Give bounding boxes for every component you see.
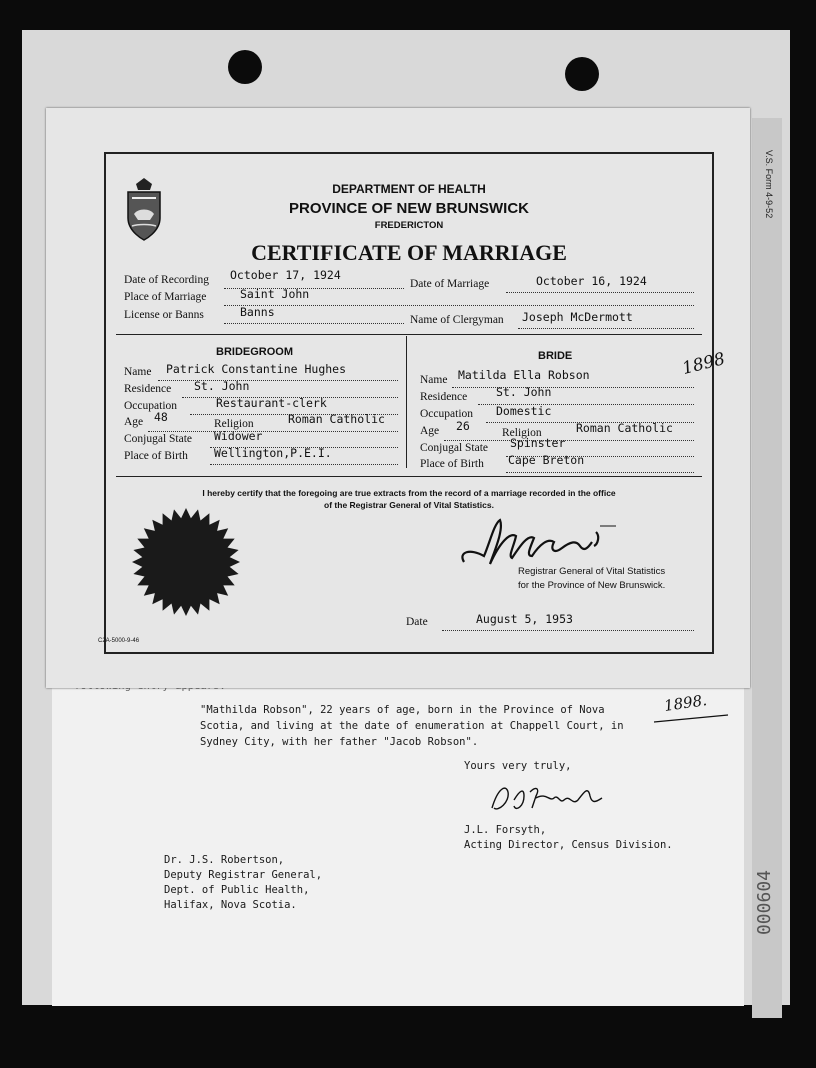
bride-residence-value: St. John bbox=[496, 385, 552, 399]
groom-occupation-label: Occupation bbox=[124, 400, 178, 412]
handwritten-year: 1898 bbox=[680, 349, 728, 379]
field-line bbox=[506, 472, 694, 473]
groom-name-value: Patrick Constantine Hughes bbox=[166, 362, 347, 376]
punch-hole-left bbox=[228, 50, 262, 84]
letter-handwritten-year: 1898. bbox=[662, 691, 708, 715]
recipient-line: Dept. of Public Health, bbox=[164, 884, 310, 896]
bride-conjugal-state-label: Conjugal State bbox=[420, 442, 489, 454]
handwritten-underline bbox=[652, 712, 732, 724]
groom-occupation-value: Restaurant-clerk bbox=[216, 396, 327, 410]
letter-closing: Yours very truly, bbox=[464, 760, 572, 772]
groom-age-label: Age bbox=[124, 416, 144, 428]
issue-date-value: August 5, 1953 bbox=[476, 612, 573, 626]
license-or-banns-label: License or Banns bbox=[124, 309, 204, 321]
registrar-title-line: Registrar General of Vital Statistics bbox=[518, 566, 666, 577]
field-line bbox=[224, 305, 694, 306]
bride-heading: BRIDE bbox=[538, 350, 573, 362]
certificate-title: CERTIFICATE OF MARRIAGE bbox=[251, 240, 567, 265]
certificate-frame bbox=[104, 152, 714, 654]
bridegroom-heading: BRIDEGROOM bbox=[216, 346, 293, 358]
letter-paragraph-line: Sydney City, with her father "Jacob Robson". bbox=[200, 736, 479, 748]
province-heading: PROVINCE OF NEW BRUNSWICK bbox=[289, 200, 529, 217]
groom-place-of-birth-label: Place of Birth bbox=[124, 450, 188, 462]
license-or-banns-value: Banns bbox=[240, 305, 275, 319]
side-form-label: V.S. Form 4-9-52 bbox=[764, 150, 774, 219]
date-of-marriage-label: Date of Marriage bbox=[410, 278, 490, 290]
registrar-title-line: for the Province of New Brunswick. bbox=[518, 580, 666, 591]
column-divider bbox=[406, 336, 407, 468]
field-line bbox=[452, 387, 694, 388]
field-line bbox=[148, 431, 398, 432]
signer-name: J.L. Forsyth, bbox=[464, 824, 547, 836]
letter-paragraph-line: Scotia, and living at the date of enumeration at Chappell Court, in bbox=[200, 720, 624, 732]
letter-paragraph-line: "Mathilda Robson", 22 years of age, born in the Province of Nova bbox=[200, 704, 605, 716]
field-line bbox=[442, 630, 694, 631]
bride-place-of-birth-label: Place of Birth bbox=[420, 458, 484, 470]
certify-text-line: I hereby certify that the foregoing are true extracts from the record of a marriage recorded in the office bbox=[202, 488, 616, 498]
signer-title: Acting Director, Census Division. bbox=[464, 839, 673, 851]
groom-residence-value: St. John bbox=[194, 379, 250, 393]
bride-age-value: 26 bbox=[456, 419, 470, 433]
clergyman-value: Joseph McDermott bbox=[522, 310, 633, 324]
bride-age-label: Age bbox=[420, 425, 440, 437]
groom-place-of-birth-value: Wellington,P.E.I. bbox=[214, 446, 332, 460]
bride-religion-label: Religion bbox=[502, 427, 542, 439]
form-code: C2A-5000-9-46 bbox=[98, 638, 140, 644]
section-divider bbox=[116, 476, 702, 477]
groom-conjugal-state-label: Conjugal State bbox=[124, 433, 193, 445]
side-document-number: 000604 bbox=[754, 870, 775, 936]
forsyth-signature bbox=[484, 778, 614, 822]
field-line bbox=[444, 440, 694, 441]
field-line bbox=[210, 464, 398, 465]
field-line bbox=[518, 328, 694, 329]
groom-residence-label: Residence bbox=[124, 383, 172, 395]
marriage-certificate bbox=[46, 108, 750, 688]
bride-religion-value: Roman Catholic bbox=[576, 421, 673, 435]
groom-age-value: 48 bbox=[154, 410, 168, 424]
census-letter bbox=[52, 684, 744, 1006]
official-seal-icon bbox=[130, 506, 242, 618]
city-heading: FREDERICTON bbox=[374, 220, 444, 231]
section-divider bbox=[116, 334, 702, 335]
recipient-line: Halifax, Nova Scotia. bbox=[164, 899, 297, 911]
date-of-recording-label: Date of Recording bbox=[124, 274, 209, 286]
field-line bbox=[224, 323, 404, 324]
groom-religion-value: Roman Catholic bbox=[288, 412, 385, 426]
bride-name-label: Name bbox=[420, 374, 448, 386]
bride-conjugal-state-value: Spinster bbox=[510, 436, 566, 450]
recipient-line: Deputy Registrar General, bbox=[164, 869, 323, 881]
recipient-line: Dr. J.S. Robertson, bbox=[164, 854, 285, 866]
place-of-marriage-value: Saint John bbox=[240, 287, 310, 301]
certify-text-line: of the Registrar General of Vital Statistics. bbox=[324, 500, 494, 510]
bride-place-of-birth-value: Cape Breton bbox=[508, 453, 585, 467]
bride-residence-label: Residence bbox=[420, 391, 468, 403]
clergyman-label: Name of Clergyman bbox=[410, 314, 504, 326]
punch-hole-right bbox=[565, 57, 599, 91]
groom-name-label: Name bbox=[124, 366, 152, 378]
field-line bbox=[506, 292, 694, 293]
date-of-marriage-value: October 16, 1924 bbox=[536, 274, 647, 288]
bride-name-value: Matilda Ella Robson bbox=[458, 368, 590, 382]
department-heading: DEPARTMENT OF HEALTH bbox=[332, 182, 486, 196]
bride-occupation-label: Occupation bbox=[420, 408, 474, 420]
place-of-marriage-label: Place of Marriage bbox=[124, 291, 207, 303]
issue-date-label: Date bbox=[406, 616, 428, 628]
bride-occupation-value: Domestic bbox=[496, 404, 552, 418]
groom-conjugal-state-value: Widower bbox=[214, 429, 263, 443]
date-of-recording-value: October 17, 1924 bbox=[230, 268, 341, 282]
groom-religion-label: Religion bbox=[214, 418, 254, 430]
